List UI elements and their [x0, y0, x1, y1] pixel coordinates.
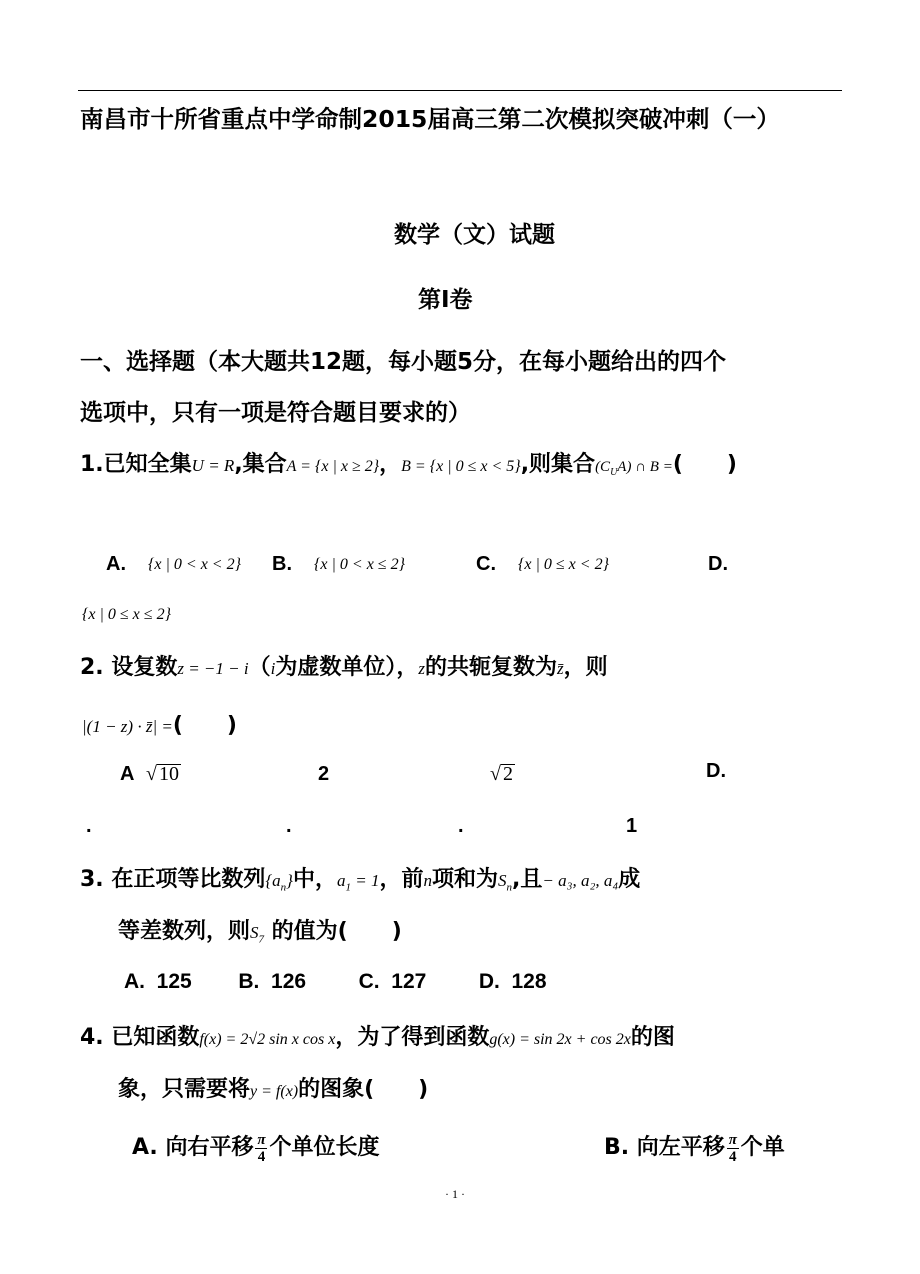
q2-option-a-label: A	[120, 763, 135, 785]
q2-math-conjugate: z̄	[557, 659, 564, 678]
q2-option-a-value: √ 10	[146, 763, 179, 785]
q4-math-g: g(x) = sin 2x + cos 2x	[489, 1031, 631, 1048]
q2-option-a-dot: .	[86, 815, 92, 837]
q1-answer-paren: ( )	[672, 452, 737, 477]
q2-option-c-dot: .	[458, 815, 464, 837]
q4-option-b-label: B. 向左平移	[604, 1135, 725, 1160]
q3-text-6: 成	[618, 867, 641, 892]
q1-math-set-a: A = {x | x ≥ 2}	[286, 458, 380, 475]
q1-option-c: {x | 0 ≤ x < 2}	[518, 556, 609, 573]
q2-math-modulus: |(1 − z) · z̄| =	[82, 717, 173, 736]
q4-option-b-tail: 个单	[740, 1135, 785, 1160]
q4-text-3: 的图	[630, 1025, 675, 1050]
question-1-stem	[80, 447, 737, 478]
q3-text-1: 3. 在正项等比数列	[80, 867, 266, 892]
q1-math-expression: $(C_UA)$ ∩ B =	[595, 459, 673, 478]
section-heading-line2: 选项中，只有一项是符合题目要求的）	[80, 400, 471, 426]
q1-text-3: ，	[379, 452, 402, 477]
q2-option-b-dot: .	[286, 815, 292, 837]
q4-math-y: y = f(x)	[250, 1083, 299, 1100]
q2-option-b-value: 2	[318, 763, 330, 785]
q1-option-b: {x | 0 < x ≤ 2}	[314, 556, 405, 573]
q2-math-i: i	[270, 659, 276, 678]
q2-text-4: 的共轭复数为	[424, 655, 557, 680]
q2-option-d-value: 1	[626, 815, 638, 837]
q2-option-d-label: D.	[706, 760, 726, 782]
q2-text-1: 2. 设复数	[80, 655, 178, 680]
q3-math-terms: − a₃, a₂, a₄	[542, 871, 619, 890]
q3-text-2: 中，	[292, 867, 337, 892]
q1-option-c-label: C.	[476, 553, 496, 575]
q1-option-a-label: A.	[106, 553, 126, 575]
q2-answer-paren: ( )	[172, 713, 237, 738]
question-3-stem-line2	[118, 914, 402, 945]
q1-option-b-label: B.	[272, 553, 292, 575]
subject-title: 数学（文）试题	[394, 222, 555, 248]
q4-option-a-fraction: $\frac{\pi}{4}$	[257, 1131, 266, 1165]
q3-math-sequence: $\{a_n\}$	[265, 871, 293, 894]
q3-options: A. 125 B. 126 C. 127 D. 128	[124, 970, 547, 993]
q4-text-5: 的图象( )	[298, 1077, 429, 1102]
q3-text-4: 项和为	[431, 867, 498, 892]
q3-text-5: ,且	[511, 867, 543, 892]
q2-text-5: ，则	[563, 655, 608, 680]
question-4-stem-line2	[118, 1072, 428, 1103]
q2-math-z-2: z	[418, 659, 425, 678]
q2-text-2: （	[248, 655, 271, 680]
q4-text-4: 象，只需要将	[118, 1077, 251, 1102]
q1-math-set-b: B = {x | 0 ≤ x < 5}	[401, 458, 521, 475]
q2-math-z: z = −1 − i	[177, 659, 249, 678]
q2-text-3: 为虚数单位），	[275, 655, 419, 680]
q3-text-8: 的值为( )	[264, 919, 402, 944]
q4-text-1: 4. 已知函数	[80, 1025, 200, 1050]
q1-math-universe: U = R	[191, 456, 235, 475]
question-3-stem	[80, 862, 640, 893]
q4-math-f: f(x) = 2√2 sin x cos x	[199, 1031, 336, 1048]
section-heading-line1: 一、选择题（本大题共12题，每小题5分，在每小题给出的四个	[80, 349, 727, 375]
exam-title: 南昌市十所省重点中学命制2015届高三第二次模拟突破冲刺（一）	[80, 105, 780, 133]
q2-option-c-value: √ 2	[490, 763, 513, 785]
volume-title: 第Ⅰ卷	[418, 287, 473, 313]
q4-option-a	[132, 1130, 379, 1165]
q4-option-a-tail: 个单位长度	[269, 1135, 380, 1160]
q3-text-3: ，前	[379, 867, 424, 892]
q1-option-a: {x | 0 < x < 2}	[148, 556, 241, 573]
q1-text-4: ,则集合	[520, 452, 596, 477]
q1-option-d-label: D.	[708, 553, 728, 575]
q4-option-b	[604, 1130, 785, 1165]
q1-text-2: ,集合	[234, 452, 287, 477]
q1-option-d: {x | 0 ≤ x ≤ 2}	[82, 606, 171, 623]
q4-option-b-fraction: $\frac{\pi}{4}$	[728, 1131, 737, 1165]
q4-option-a-label: A. 向右平移	[132, 1135, 254, 1160]
page-number: · 1 ·	[445, 1187, 465, 1201]
question-2-stem	[80, 650, 608, 681]
q3-math-sn: $S_n$	[497, 871, 512, 894]
q3-math-a1: $a_1 = 1$	[336, 871, 380, 894]
q3-math-n: n	[423, 871, 432, 890]
q3-math-s7: $S_7$	[250, 923, 265, 946]
q1-text-1: 1.已知全集	[80, 452, 192, 477]
header-rule	[78, 90, 842, 91]
q4-text-2: ，为了得到函数	[335, 1025, 490, 1050]
q3-text-7: 等差数列，则	[118, 919, 251, 944]
question-4-stem	[80, 1020, 675, 1051]
question-2-expression	[82, 708, 237, 739]
